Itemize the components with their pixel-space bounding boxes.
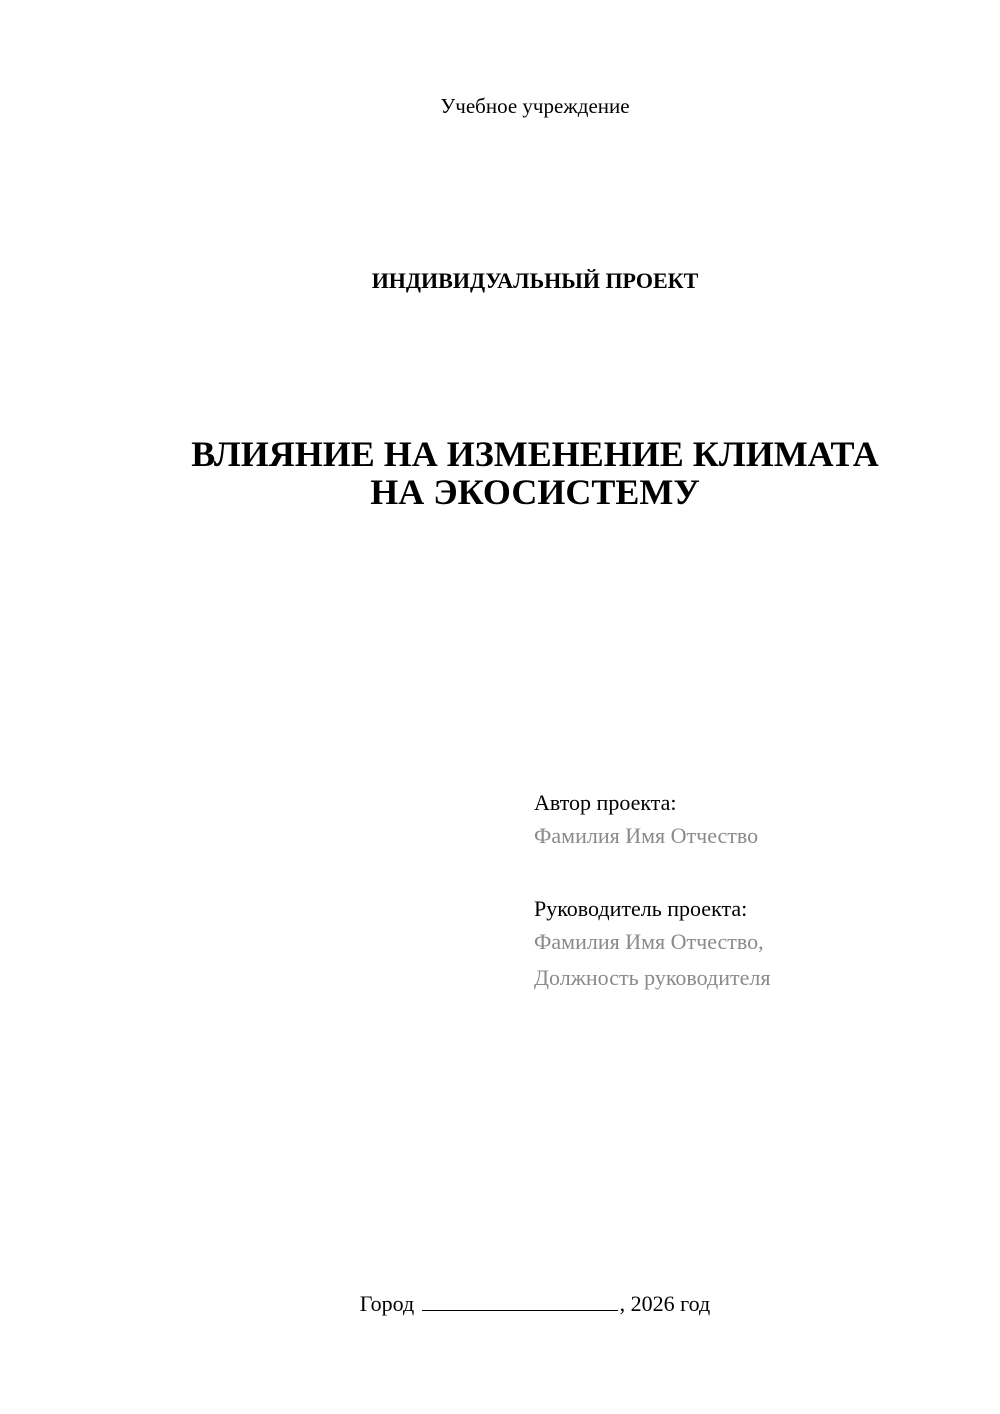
author-name: Фамилия Имя Отчество: [534, 823, 759, 848]
project-title-line-1: ВЛИЯНИЕ НА ИЗМЕНЕНИЕ КЛИМАТА: [191, 434, 879, 474]
supervisor-block: [534, 894, 974, 996]
project-type: ИНДИВИДУАЛЬНЫЙ ПРОЕКТ: [371, 268, 699, 293]
supervisor-name: Фамилия Имя Отчество,: [534, 929, 764, 954]
footer-year: , 2026 год: [619, 1291, 711, 1316]
project-title-line-2: НА ЭКОСИСТЕМУ: [370, 472, 700, 512]
supervisor-label: Руководитель проекта:: [534, 896, 748, 921]
institution-name: Учебное учреждение: [440, 94, 630, 118]
city-blank-line: [422, 1288, 618, 1311]
author-label: Автор проекта:: [534, 790, 677, 815]
project-title: [70, 435, 1000, 511]
footer-city: Город: [359, 1291, 415, 1316]
author-block: [534, 788, 974, 854]
supervisor-position: Должность руководителя: [534, 965, 771, 990]
footer-city-year: [70, 1288, 1000, 1320]
